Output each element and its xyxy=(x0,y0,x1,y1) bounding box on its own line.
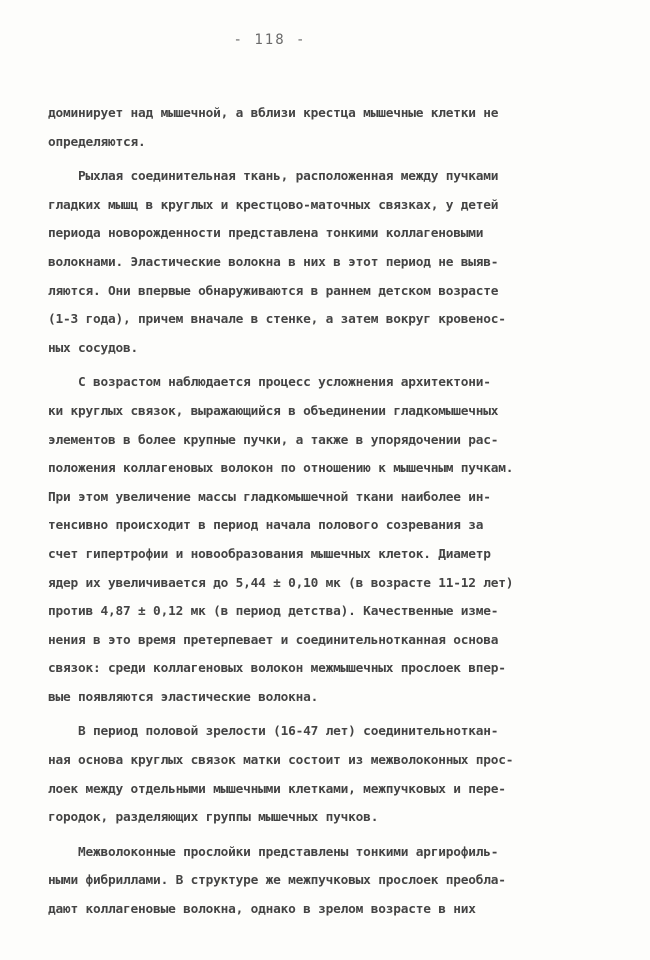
text-line: (1-3 года), причем вначале в стенке, а затем вокруг кровенос- xyxy=(48,312,506,328)
text-line: периода новорожденности представлена тонкими коллагеновыми xyxy=(48,226,484,242)
text-line: гладких мышц в круглых и крестцово-маточных связках, у детей xyxy=(48,197,499,213)
text-line: ки круглых связок, выражающийся в объединении гладкомышечных xyxy=(48,403,499,419)
page-number: - 118 - xyxy=(233,32,307,48)
text-line: связок: среди коллагеновых волокон межмышечных прослоек впер- xyxy=(48,661,506,677)
text-line: ными фибриллами. В структуре же межпучковых прослоек преобла- xyxy=(48,873,506,889)
text-line: определяются. xyxy=(48,134,146,150)
text-line: доминирует над мышечной, а вблизи крестца мышечные клетки не xyxy=(48,106,499,121)
text-line: против 4,87 ± 0,12 мк (в период детства). Качественные изме- xyxy=(48,604,499,620)
text-line: счет гипертрофии и новообразования мышечных клеток. Диаметр xyxy=(48,546,491,562)
text-line: С возрастом наблюдается процесс усложнения архитектони- xyxy=(48,375,491,391)
text-line: ляются. Они впервые обнаруживаются в раннем детском возрасте xyxy=(48,283,499,299)
text-line: ных сосудов. xyxy=(48,340,139,356)
text-line: вые появляются эластические волокна. xyxy=(48,689,319,705)
text-line: ная основа круглых связок матки состоит из межволоконных прос- xyxy=(48,753,514,769)
text-line: элементов в более крупные пучки, а также в упорядочении рас- xyxy=(48,432,499,448)
text-line: лоек между отдельными мышечными клетками, межпучковых и пере- xyxy=(48,781,506,797)
text-line: тенсивно происходит в период начала полового созревания за xyxy=(48,518,484,534)
text-line: нения в это время претерпевает и соединительнотканная основа xyxy=(48,632,499,648)
text-line: Межволоконные прослойки представлены тонкими аргирофиль- xyxy=(48,844,499,860)
text-line: волокнами. Эластические волокна в них в этот период не выяв- xyxy=(48,254,499,270)
text-line: положения коллагеновых волокон по отношению к мышечным пучкам. xyxy=(48,461,514,477)
text-line: При этом увеличение массы гладкомышечной ткани наиболее ин- xyxy=(48,489,491,505)
body-text xyxy=(48,100,608,925)
text-line: В период половой зрелости (16-47 лет) соединительноткан- xyxy=(48,724,499,740)
text-line: ядер их увеличивается до 5,44 ± 0,10 мк (в возрасте 11-12 лет) xyxy=(48,575,514,591)
text-line: городок, разделяющих группы мышечных пучков. xyxy=(48,810,379,826)
text-line: Рыхлая соединительная ткань, расположенная между пучками xyxy=(48,169,499,185)
text-line: дают коллагеновые волокна, однако в зрелом возрасте в них xyxy=(48,902,476,918)
